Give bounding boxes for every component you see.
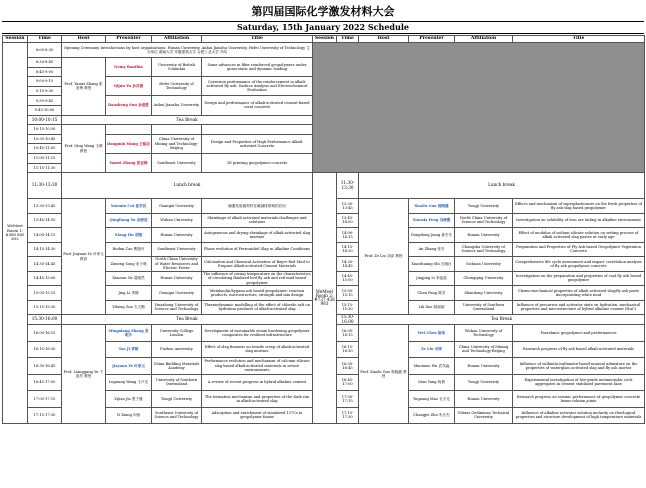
tea-break: Tea Break [62, 115, 313, 125]
affiliation-cell: Hunan University [455, 391, 513, 408]
affiliation-cell: Fuzhou university [152, 341, 202, 358]
talk-title-cell: The influence of curing temperature on the characteristics of circulating fluidized bed fly ash and red mud based geopolymer [203, 271, 311, 285]
time-cell: 13:45-14:00 [28, 213, 62, 228]
time-cell: 15:30-16:00 [337, 315, 359, 325]
tea-break: Tea Break [62, 315, 313, 325]
time-cell: 16:45-17:00 [28, 374, 62, 391]
talk-title-cell: Chemo-mechanical properties of alkali-activated slag/fly ash paste incorporating white mud [513, 286, 645, 301]
affiliation-cell: Southeast University [152, 153, 202, 172]
affiliation-cell: Wuhan University [152, 213, 202, 228]
talk-title-cell: Research progress on seismic performance of geopolymer concrete beam-column joints [513, 391, 645, 408]
column-header: Title [513, 36, 645, 43]
column-header: Session [313, 36, 337, 43]
affiliation-cell: China Building Materials Academy [152, 358, 202, 375]
time-cell: 10:00-10:15 [28, 115, 62, 125]
affiliation-cell: China University of Mining and Technology-Beijing [455, 341, 513, 358]
presenter-cell [106, 125, 152, 135]
affiliation-cell: University College London [152, 325, 202, 342]
affiliation-cell: Chongqing University [455, 271, 513, 286]
time-cell: 11:15-11:30 [28, 163, 62, 173]
talk-title-cell: Research progress of fly ash based alkali-activated materials [513, 341, 645, 358]
time-cell: 16:45-17:00 [337, 374, 359, 391]
host-cell: Prof. Yamei Zhang 张亚梅 教授 [62, 58, 106, 116]
time-cell: 16:00-16:15 [337, 325, 359, 342]
presenter-cell: Yuguang Mao 毛宇光 [409, 391, 455, 408]
affiliation-cell: Shandong University [455, 286, 513, 301]
presenter-cell: Tao Ji 季韬 [106, 341, 152, 358]
right-morning-blank [313, 43, 645, 173]
time-cell: 15:30-16:00 [28, 315, 62, 325]
presenter-cell: Yi Xiang 向怡 [106, 407, 152, 424]
column-header: Title [202, 36, 313, 43]
talk-title-cell: Autogeneous and drying shrinkage of alkali-activated slag mortars [202, 228, 313, 243]
affiliation-cell: Hefei University of Technology [152, 77, 202, 96]
time-cell: 10:45-11:00 [28, 144, 62, 154]
affiliation-cell: North China University of Water Resources and Electric Power [152, 257, 202, 272]
presenter-cell: Qijun Yu 余其俊 [106, 77, 152, 96]
affiliation-cell: Tongji University [455, 199, 513, 214]
affiliation-cell: Changsha University of Science and Technology [455, 242, 513, 257]
talk-title-cell: Experimental investigation of low-grade metamorphic rock aggregates in cement stabilized pavement base [513, 374, 645, 391]
time-cell: 16:15-16:30 [28, 341, 62, 358]
talk-title-cell: 碱激发胶凝材料在碱减排领域的应用 [202, 199, 313, 214]
presenter-cell: Xuemin Cui 崔学民 [106, 199, 152, 214]
time-cell: 9:45-10:00 [28, 105, 62, 115]
presenter-cell: Mingxiang Zhang 张明乡 [106, 325, 152, 342]
affiliation-cell: Guangxi University [152, 199, 202, 214]
column-header: Session [3, 36, 28, 43]
presenter-cell: Dongdong Jiang 姜冬冬 [409, 228, 455, 243]
presenter-cell: Wei Chen 陈伟 [409, 325, 455, 342]
affiliation-cell: Sichuan University [455, 257, 513, 272]
talk-title-cell: 3D printing geopolymer concrete [202, 153, 313, 172]
presenter-cell: Jiayuan Ye 叶家元 [106, 358, 152, 375]
time-cell: 16:00-16:15 [28, 325, 62, 342]
talk-title-cell: Comprehensive life cycle assessment and impact correlation analysis of fly ash geopolymer concrete [513, 257, 645, 272]
presenter-cell: Qian Yang 杨倩 [409, 374, 455, 391]
presenter-cell: Nemy Banthia [106, 58, 152, 77]
presenter-cell: Lili Xue 薛丽丽 [409, 300, 455, 315]
talk-title-cell: Performance evolution and mechanism of calcium silicate slag-based alkali-activated materials in severe environments [202, 358, 313, 375]
time-cell: 14:15-14:30 [28, 242, 62, 257]
lunch-break: Lunch break [359, 173, 645, 199]
affiliation-cell: Tongji University [455, 374, 513, 391]
talk-title-cell: Calcination and Chemical Activation of Bayer Red Mud to Prepare Alkali-activated Cement Materials [202, 257, 313, 272]
time-cell: 11:00-11:15 [28, 153, 62, 163]
column-header: Host [359, 36, 409, 43]
time-cell: 13:30-13:45 [337, 199, 359, 214]
time-cell: 16:30-16:45 [337, 358, 359, 375]
talk-title-cell: Corrosion performance of the reinforcement in alkali-activated fly ash: Surface Analysis and Electrochemical Evaluation [202, 77, 313, 96]
host-cell: Prof. Qing Wang 王晴 教授 [62, 125, 106, 173]
time-cell: 15:00-15:15 [28, 286, 62, 301]
affiliation-cell [152, 125, 202, 135]
talk-title-cell: Thermodynamic modelling of the effect of chloride salt on hydration products of alkali-activated slag [202, 300, 313, 315]
host-cell: Prof. Ze Liu 刘泽 教授 [359, 199, 409, 315]
talk-title-cell: Metakaolin/hygana ash based geopolymer: reaction products, microstructure, strength and mix design [202, 286, 313, 301]
talk-title-cell: Influence of sulfanilic/sulfamate-based mineral admixture on the properties of waterglass activated slag and fly ash mortar [513, 358, 645, 375]
session-room-2: WeMeet Room 2: #737 436 983 [313, 173, 337, 424]
time-cell: 14:15-14:30 [337, 242, 359, 257]
time-cell: 11:30-13:30 [337, 173, 359, 199]
presenter-cell: Luguang Wang 王卢光 [106, 374, 152, 391]
time-cell: 15:15-15:30 [28, 300, 62, 315]
host-cell: Prof. Lianggang Yu 于涟亮 教授 [62, 325, 106, 424]
schedule-subtitle: Saturday, 15th January 2022 Schedule [2, 21, 644, 34]
schedule-row [3, 43, 645, 58]
affiliation-cell: China University of Mining and Technology-Beijing [152, 134, 202, 153]
presenter-cell: Xiang Hu 胡翔 [106, 228, 152, 243]
time-cell: 14:00-14:15 [337, 228, 359, 243]
presenter-cell: Yiheng Zuo 左义衡 [106, 300, 152, 315]
talk-title-cell: Design and performance of alkali-activated cement-based coral concrete [202, 96, 313, 115]
presenter-cell: Xiaoxia Feng 冯晓霞 [409, 213, 455, 228]
talk-title-cell: Investigation on solubility of iron ore tailing in alkaline environment [513, 213, 645, 228]
time-cell: 15:15-15:30 [337, 300, 359, 315]
time-cell: 9:00-9:15 [28, 77, 62, 87]
time-cell: 8:00-8:30 [28, 43, 62, 58]
affiliation-cell: Wuhan University of Technology [455, 325, 513, 342]
lunch-break: Lunch break [62, 173, 313, 199]
presenter-cell: Jing Li 李静 [106, 286, 152, 301]
column-header: Time [28, 36, 62, 43]
talk-title-cell: Effect of modulus of sodium silicate solution on setting process of alkali activated slag pastes at early age [513, 228, 645, 243]
presenter-cell: Zimeng Song 宋子萌 [106, 257, 152, 272]
time-cell: 17:00-17:15 [28, 391, 62, 408]
time-cell: 8:45-9:00 [28, 67, 62, 77]
affiliation-cell: North China University of Science and Technology [455, 213, 513, 228]
header-row [3, 36, 645, 43]
time-cell: 8:30-8:45 [28, 58, 62, 68]
time-cell: 14:45-15:00 [337, 271, 359, 286]
talk-title-cell: Phase evolution of Ferronickel Slag in Alkaline Conditions [202, 242, 313, 257]
affiliation-cell: Hunan University [455, 358, 513, 375]
talk-title-cell: Design and Properties of High Performance Alkali-activated Concrete [202, 134, 313, 153]
time-cell: 17:15-17:30 [337, 407, 359, 424]
time-cell: 10:15-10:30 [28, 125, 62, 135]
affiliation-cell: Guangxi University [152, 286, 202, 301]
host-cell: Prof. Jiayuan Ye 叶家元 教高 [62, 199, 106, 315]
time-cell: 9:15-9:30 [28, 86, 62, 96]
affiliation-cell: Huazhong University of Science and Technology [152, 300, 202, 315]
time-cell: 14:30-14:45 [337, 257, 359, 272]
host-cell: Prof. Xiaolu Guo 郭晓潞 教授 [359, 325, 409, 424]
column-header: Affiliation [152, 36, 202, 43]
time-cell: 16:15-16:30 [337, 341, 359, 358]
talk-title-cell: The formation mechanism and properties of the dark rim in alkali-activated slag [202, 391, 313, 408]
talk-title-cell: Some advances in fiber reinforced geopolymers under quasi-static and dynamic loading [202, 58, 313, 77]
column-header: Presenter [106, 36, 152, 43]
affiliation-cell: Hunan University [152, 271, 202, 286]
presenter-cell: Qingliang Yu 余清亮 [106, 213, 152, 228]
column-header: Affiliation [455, 36, 513, 43]
talk-title-cell: Preparation and Properties of Fly Ash-based Geopolymer Vegetation Concrete [513, 242, 645, 257]
time-cell: 14:45-15:00 [28, 271, 62, 286]
affiliation-cell: Hunan University [455, 228, 513, 243]
time-cell: 11:30-13:30 [28, 173, 62, 199]
time-cell: 17:15-17:30 [28, 407, 62, 424]
presenter-cell: Chen Fang 陈芳 [409, 286, 455, 301]
presenter-cell: Zijian Jia 贾子健 [106, 391, 152, 408]
page-title: 第四届国际化学激发材料大会 [251, 5, 395, 18]
column-header: Presenter [409, 36, 455, 43]
talk-title-cell [202, 125, 313, 135]
time-cell: 9:30-9:45 [28, 96, 62, 106]
presenter-cell: Changjie Zhu 朱长杰 [409, 407, 455, 424]
time-cell: 10:30-10:45 [28, 134, 62, 144]
time-cell: 13:30-13:45 [28, 199, 62, 214]
presenter-cell: An Zhang 张安 [409, 242, 455, 257]
time-cell: 16:30-16:45 [28, 358, 62, 375]
schedule-row [3, 173, 645, 199]
presenter-cell: Jingjing Li 李晶晶 [409, 271, 455, 286]
presenter-cell: Xiaoran Ge 葛晓然 [106, 271, 152, 286]
affiliation-cell: Anhui Jianzhu University [152, 96, 202, 115]
presenter-cell: Yamei Zhang 张亚梅 [106, 153, 152, 172]
presenter-cell: Ze Liu 刘泽 [409, 341, 455, 358]
time-cell: 14:00-14:15 [28, 228, 62, 243]
tea-break: Tea Break [359, 315, 645, 325]
presenter-cell: Rudan Cao 曹瑞丹 [106, 242, 152, 257]
affiliation-cell: Tongji University [152, 391, 202, 408]
presenter-cell: Dongmin Wang 王栋民 [106, 134, 152, 153]
talk-title-cell: Pozzolanic geopolymer and performances [513, 325, 645, 342]
session-room-1: WeMeet Room 1: #380 860 632 [3, 43, 28, 424]
opening-ceremony: Opening Ceremony Introductions by host organisations: Hunan University, Anhui Jianzhu University, Hefei University of Technology 主办单位 湖南大学 安徽建筑大学 合肥工业大学 介绍 [62, 43, 313, 58]
presenter-cell: Xiaozhuang Shi 石晓壮 [409, 257, 455, 272]
column-header: Host [62, 36, 106, 43]
time-cell: 14:30-14:45 [28, 257, 62, 272]
talk-title-cell: Investigation on the preparation and properties of coal fly ash based geopolymer [513, 271, 645, 286]
time-cell: 17:00-17:15 [337, 391, 359, 408]
affiliation-cell: University of Southern Queensland [455, 300, 513, 315]
time-cell: 15:00-15:15 [337, 286, 359, 301]
talk-title-cell: Adsorption and enrichment of simulated 137Cs in geopolymer foams [202, 407, 313, 424]
presenter-cell: Daosheng Sun 孙道胜 [106, 96, 152, 115]
talk-title-cell: Effect of slag fineness on tensile creep of alkali-activated slag mortars [202, 341, 313, 358]
talk-title-cell: Development of sustainable steam hardening geopolymer composites for resilient infrastructure [202, 325, 313, 342]
talk-title-cell: Effects and mechanism of superplasticizers on the fresh properties of fly ash-slag based geopolymer [513, 199, 645, 214]
talk-title-cell: Shrinkage of alkali activated materials:challenges and solutions [202, 213, 313, 228]
schedule-table [2, 35, 645, 424]
affiliation-cell: Southeast University [152, 242, 202, 257]
affiliation-cell: University of British Columbia [152, 58, 202, 77]
affiliation-cell: Vilnius Gediminas Technical University [455, 407, 513, 424]
affiliation-cell: Southeast University of Science and Technology [152, 407, 202, 424]
talk-title-cell: Influence of precursor and activator state on hydration, mechanical properties and microstructure of hybrid alkaline cement (HAC) [513, 300, 645, 315]
column-header: Time [337, 36, 359, 43]
talk-title-cell: A review of recent progress in hybrid alkaline cement [202, 374, 313, 391]
presenter-cell: Maomiao Wu 武茂淼 [409, 358, 455, 375]
affiliation-cell: University of Southern Queensland [152, 374, 202, 391]
affiliation-cell: Hunan University [152, 228, 202, 243]
presenter-cell: Xiaolu Guo 郭晓潞 [409, 199, 455, 214]
talk-title-cell: Influence of alkaline activator solution molarity on rheological properties and structure development of high temperature materials [513, 407, 645, 424]
time-cell: 13:45-14:00 [337, 213, 359, 228]
